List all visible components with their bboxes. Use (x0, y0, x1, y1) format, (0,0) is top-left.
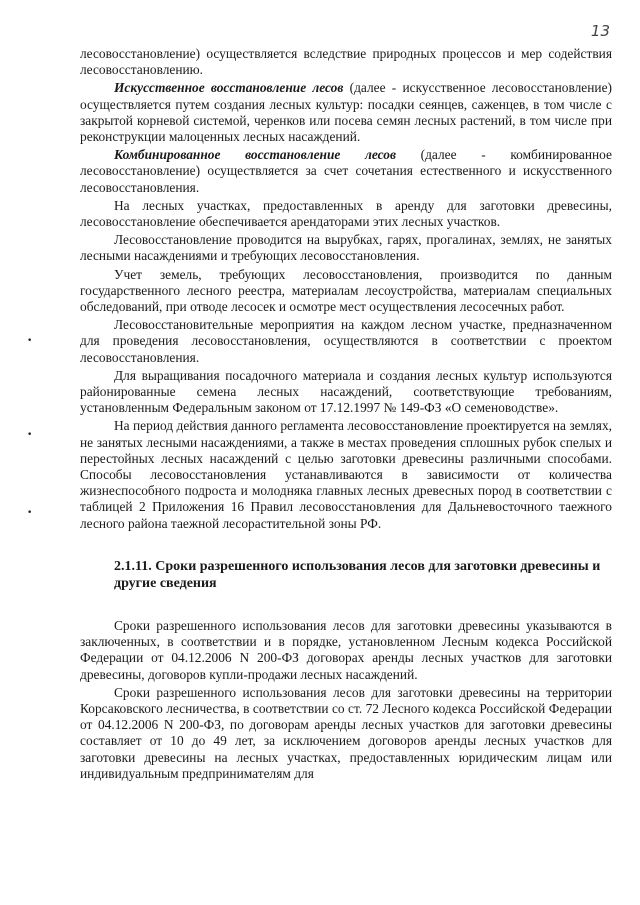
paragraph (80, 232, 612, 264)
paragraph (80, 618, 612, 683)
paragraph-text: Лесовосстановительные мероприятия на каждом лесном участке, предназначенном для проведения лесовосстановления, осуществляются в соответствии с проектом лесовосстановления. (80, 317, 612, 365)
document-body (80, 46, 612, 784)
paragraph-text: (далее - комбинированное лесовосстановление) осуществляется за счет сочетания естественного и искусственного лесовосстановления. (80, 147, 612, 195)
margin-mark: • (27, 508, 33, 518)
paragraph (80, 46, 612, 78)
paragraph (80, 317, 612, 366)
margin-mark: • (27, 336, 33, 346)
paragraph-text: Сроки разрешенного использования лесов для заготовки древесины на территории Корсаковского лесничества, в соответствии со ст. 72 Лесного кодекса Российской Федерации от 04.12.2006 N 200-ФЗ, по договорам аренды лесных участков для заготовки древесины составляет от 10 до 49 лет, за исключением договоров аренды лесных участков для заготовки древесины на лесных участках, предоставленных юридическим лицам или индивидуальным предпринимателям для (80, 684, 612, 781)
paragraph-text: лесовосстановление) осуществляется вследствие природных процессов и мер содействия лесовосстановлению. (80, 46, 612, 78)
section-heading: 2.1.11. Сроки разрешенного использования лесов для заготовки древесины и другие сведения (114, 558, 601, 591)
paragraph (80, 80, 612, 145)
margin-mark: • (27, 430, 33, 440)
page-number: 13 (590, 22, 610, 40)
paragraph-text: Учет земель, требующих лесовосстановления, производится по данным государственного лесного реестра, материалам лесоустройства, материалам специальных обследований, при отводе лесосек и осмотре мест осуществления лесосечных работ. (80, 266, 612, 315)
paragraph (80, 267, 612, 316)
paragraph-text: На период действия данного регламента лесовосстановление проектируется на землях, не занятых лесными насаждениями, а также в местах проведения сплошных рубок спелых и перестойных лесных насаждений с целью заготовки древесины различными способами. Способы лесовосстановления устанавливаются в зависимости от количества жизнеспособного подроста и молодняка главных лесных древесных пород в соответствии с таблицей 2 Приложения 16 Правил лесовосстановления для Дальневосточного таежного лесного района таежной лесорастительной зоны РФ. (80, 418, 612, 531)
paragraph (80, 368, 612, 417)
paragraph-text: На лесных участках, предоставленных в аренду для заготовки древесины, лесовосстановление обеспечивается арендаторами этих лесных участков. (80, 197, 612, 230)
paragraph (80, 685, 612, 782)
paragraph-text: (далее - искусственное лесовосстановление) осуществляется путем создания лесных культур: посадки сеянцев, саженцев, в том числе с закрытой корневой системой, черенков или посева семян лесных растений, в том числе при реконструкции малоценных лесных насаждений. (80, 80, 612, 145)
defined-term: Искусственное восстановление лесов (114, 80, 344, 96)
paragraph-text: Для выращивания посадочного материала и создания лесных культур используются районированные семена лесных насаждений, соответствующие требованиям, установленным Федеральным законом от 17.12.1997 № 149-ФЗ «О семеноводстве». (80, 367, 612, 416)
paragraph (80, 418, 612, 531)
paragraphs-before (80, 46, 612, 532)
paragraph (80, 147, 612, 196)
defined-term: Комбинированное восстановление лесов (114, 147, 396, 163)
paragraph-text: Лесовосстановление проводится на вырубках, гарях, прогалинах, землях, не занятых лесными насаждениями и требующих лесовосстановления. (80, 232, 612, 264)
paragraphs-after (80, 618, 612, 782)
paragraph (80, 198, 612, 230)
paragraph-text: Сроки разрешенного использования лесов для заготовки древесины указываются в заключенных, в соответствии и в порядке, установленном Лесным кодекса Российской Федерации от 04.12.2006 N 200-ФЗ договорах аренды лесных участков для заготовки древесины, договоров купли-продажи лесных насаждений. (80, 617, 612, 682)
